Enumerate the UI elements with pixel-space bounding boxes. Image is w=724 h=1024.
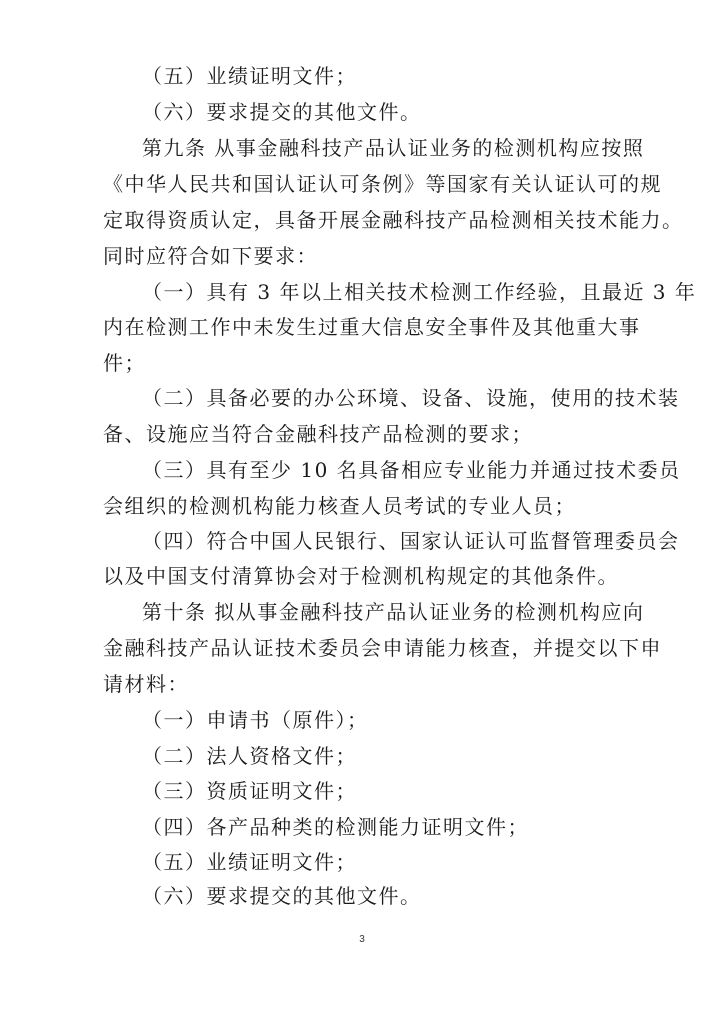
text-line: 金融科技产品认证技术委员会申请能力核查，并提交以下申 — [103, 636, 662, 660]
text-line: （一）申请书（原件）； — [142, 708, 369, 732]
text-line: 备、设施应当符合金融科技产品检测的要求； — [103, 422, 533, 446]
text-line: （二）法人资格文件； — [142, 744, 357, 768]
text-line: 请材料： — [103, 672, 189, 696]
text-line: 《中华人民共和国认证认可条例》等国家有关认证认可的规 — [103, 172, 662, 196]
text-line: 以及中国支付清算协会对于检测机构规定的其他条件。 — [103, 564, 619, 588]
text-line: 会组织的检测机构能力核查人员考试的专业人员； — [103, 494, 576, 518]
text-line: 第十条 拟从事金融科技产品认证业务的检测机构应向 — [142, 600, 645, 624]
text-line: （六）要求提交的其他文件。 — [142, 100, 422, 124]
text-line: （五）业绩证明文件； — [142, 850, 357, 874]
text-line-last: （六）要求提交的其他文件。 — [142, 884, 422, 908]
text-line: （五）业绩证明文件； — [142, 64, 357, 88]
text-line: （四）符合中国人民银行、国家认证认可监督管理委员会 — [142, 529, 680, 553]
text-line: （二）具备必要的办公环境、设备、设施，使用的技术装 — [142, 386, 680, 410]
text-line: 同时应符合如下要求： — [103, 244, 318, 268]
text-line: 定取得资质认定，具备开展金融科技产品检测相关技术能力。 — [103, 208, 684, 232]
text-line: 第九条 从事金融科技产品认证业务的检测机构应按照 — [142, 136, 645, 160]
text-line: 件； — [103, 351, 146, 375]
text-line: （一）具有 3 年以上相关技术检测工作经验，且最近 3 年 — [142, 280, 697, 304]
text-line: （三）具有至少 10 名具备相应专业能力并通过技术委员 — [142, 458, 681, 482]
text-line: （三）资质证明文件； — [142, 779, 357, 803]
text-line: （四）各产品种类的检测能力证明文件； — [142, 815, 529, 839]
text-line: 内在检测工作中未发生过重大信息安全事件及其他重大事 — [103, 315, 641, 339]
page-number: 3 — [359, 934, 365, 945]
